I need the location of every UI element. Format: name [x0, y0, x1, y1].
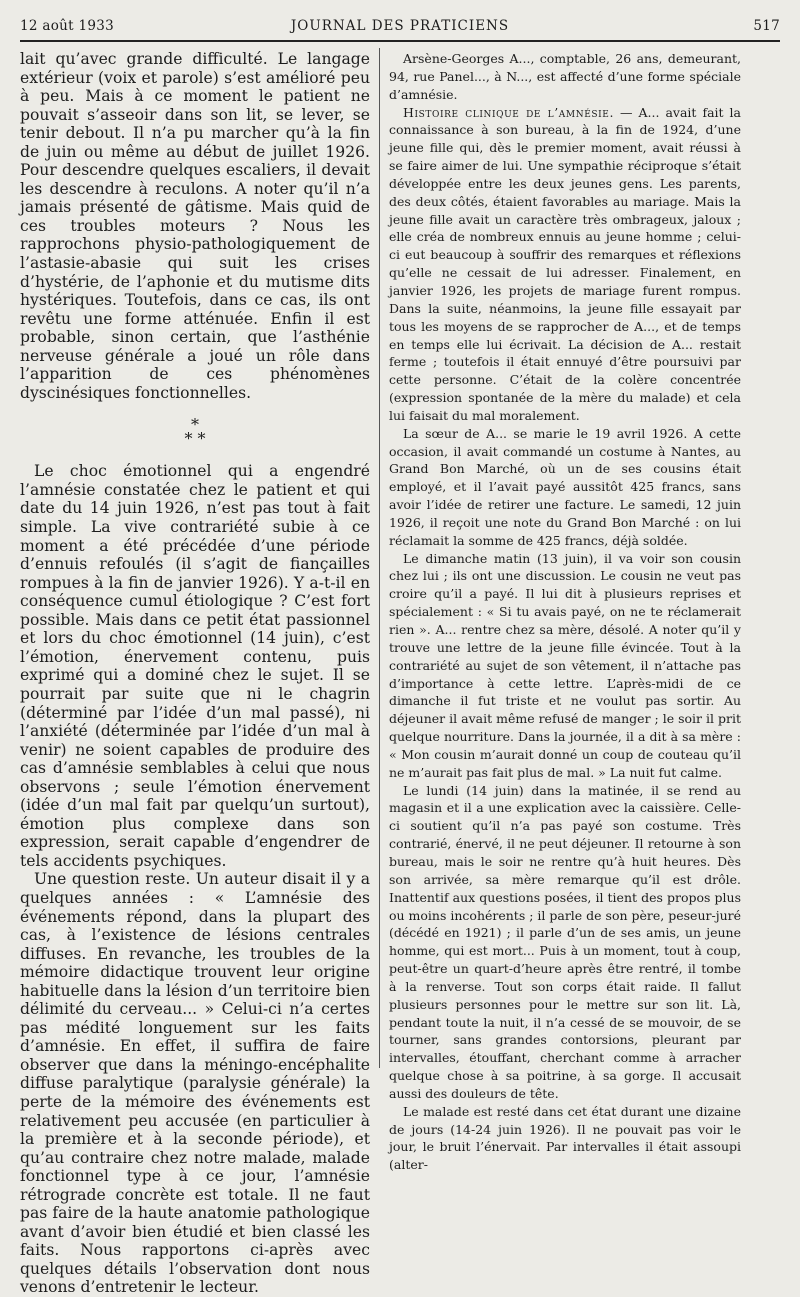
page-number: 517 [753, 18, 780, 34]
paragraph: Le choc émotionnel qui a engendré l’amnésie constatée chez le patient et qui date du 14 juin 1926, n’est pas tout à fait simple. La vive contrariété subie à ce moment a été précédée d’une période d’ennuis refoulés (il s’agit de fiançailles rompues à la fin de janvier 1926). Y a-t-il en conséquence cumul étiologique ? C’est fort possible. Mais dans ce petit état passionnel et lors du choc émotionnel (14 juin), c’est l’émotion, énervement contenu, puis exprimé qui a dominé chez le sujet. Il se pourrait par suite que ni le chagrin (déterminé par l’idée d’un mal passé), ni l’anxiété (déterminée par l’idée d’un mal à venir) ne soient capables de produire des cas d’amnésie semblables à celui que nous observons ; seule l’émotion énervement (idée d’un mal fait par quelqu’un surtout), émotion plus complexe dans son expression, serait capable d’engendrer de tels accidents psychiques. [20, 462, 370, 870]
asterism-bottom: * * [184, 429, 206, 449]
paragraph: Arsène-Georges A..., comptable, 26 ans, demeurant, 94, rue Panel..., à N..., est affecté d’une forme spéciale d’amnésie. [389, 51, 741, 102]
paragraph: Le dimanche matin (13 juin), il va voir son cousin chez lui ; ils ont une discussion. Le cousin ne veut pas croire qu’il a payé. Il lui dit à plusieurs reprises et spécialement : « Si tu avais payé, on ne te réclamerait rien ». A... rentre chez sa mère, désolé. A noter qu’il y trouve une lettre de la jeune fille évincée. Tout à la contrariété au sujet de son vêtement, il n’attache pas d’importance à cette lettre. L’après-midi de ce dimanche il fut triste et ne voulut pas sortir. Au déjeuner il avait même refusé de manger ; le soir il prit quelque nourriture. Dans la journée, il a dit à sa mère : « Mon cousin m’aurait donné un coup de couteau qu’il ne m’aurait pas fait plus de mal. » La nuit fut calme. [389, 550, 741, 780]
paragraph-clinical-history [389, 104, 741, 425]
section-separator-asterism [20, 415, 370, 449]
section-heading: Histoire clinique de l’amnésie. [403, 104, 615, 120]
paragraph: Le malade est resté dans cet état durant une dizaine de jours (14-24 juin 1926). Il ne pouvait pas voir le jour, le bruit l’énervait. Par intervalles il était assoupi (alter- [389, 1103, 741, 1173]
paragraph: Une question reste. Un auteur disait il y a quelques années : « L’amnésie des événements répond, dans la plupart des cas, à l’existence de lésions centrales diffuses. En revanche, les troubles de la mémoire didactique trouvent leur origine habituelle dans la lésion d’un territoire bien délimité du cerveau... » Celui-ci n’a certes pas médité longuement sur les faits d’amnésie. En effet, il suffira de faire observer que dans la méningo-encéphalite diffuse paralytique (paralysie générale) la perte de la mémoire des événements est relativement peu accusée (en particulier à la première et à la seconde période), et qu’au contraire chez notre malade, malade fonctionnel type à ce jour, l’amnésie rétrograde concrète est totale. Il ne faut pas faire de la haute anatomie pathologique avant d’avoir bien étudié et bien classé les faits. Nous rapportons ci-après avec quelques détails l’observation dont nous venons d’entretenir le lecteur. [20, 870, 370, 1297]
paragraph: Le lundi (14 juin) dans la matinée, il se rend au magasin et il a une explication avec la caissière. Celle-ci soutient qu’il n’a pas payé son costume. Très contrarié, énervé, il ne peut déjeuner. Il retourne à son bureau, mais le soir ne rentre qu’à huit heures. Dès son arrivée, sa mère remarque qu’il est drôle. Inattentif aux questions posées, il tient des propos plus ou moins incohérents ; il parle de son père, peseur-juré (décédé en 1921) ; il parle d’un de ses amis, un jeune homme, qui est mort... Puis à un moment, tout à coup, peut-être un quart-d’heure après être rentré, il tombe à la renverse. Tout son corps était raide. Il fallut plusieurs personnes pour le mettre sur son lit. Là, pendant toute la nuit, il n’a cessé de se mouvoir, de se tourner, sans grandes contorsions, pleurant par intervalles, étouffant, cherchant comme à arracher quelque chose à sa poitrine, à sa gorge. Il accusait aussi des douleurs de tête. [389, 782, 741, 1101]
paragraph: lait qu’avec grande difficulté. Le langage extérieur (voix et parole) s’est amélioré peu à peu. Mais à ce moment le patient ne pouvait s’asseoir dans son lit, se lever, se tenir debout. Il n’a pu marcher qu’à la fin de juin ou même au début de juillet 1926. Pour descendre quelques escaliers, il devait les descendre à reculons. A noter qu’il n’a jamais présenté de gâtisme. Mais quid de ces troubles moteurs ? Nous les rapprochons physio-pathologiquement de l’astasie-abasie qui suit les crises d’hystérie, de l’aphonie et du mutisme dits hystériques. Toutefois, dans ce cas, ils ont revêtu une forme atténuée. Enfin il est probable, sinon certain, que l’asthénie nerveuse générale a joué un rôle dans l’apparition de ces phénomènes dyscinésiques fonctionnelles. [20, 50, 370, 402]
asterism-top: * [191, 415, 199, 435]
journal-title: JOURNAL DES PRATICIENS [290, 18, 510, 34]
paragraph-body: — A... avait fait la connaissance à son bureau, à la fin de 1924, d’une jeune fille qui, dès le premier moment, avait réussi à se faire aimer de lui. Une sympathie réciproque s’était développée entre les deux jeunes gens. Les parents, des deux côtés, étaient favorables au mariage. Mais la jeune fille avait un caractère très ombrageux, jaloux ; elle créa de nombreux ennuis au jeune homme ; celui-ci eut beaucoup à souffrir des remarques et réflexions qu’elle ne cessait de lui adresser. Finalement, en janvier 1926, les projets de mariage furent rompus. Dans la suite, néanmoins, la jeune fille essayait par tous les moyens de se rapprocher de A..., et de temps en temps elle lui écrivait. La décision de A... restait ferme ; toutefois il était ennuyé d’être poursuivi par cette personne. C’était de la colère concentrée (expression spontanée de la mère du malade) et cela lui faisait du mal moralement. [389, 104, 741, 423]
column-divider [379, 48, 380, 1068]
right-column [389, 50, 741, 1174]
paragraph: La sœur de A... se marie le 19 avril 1926. A cette occasion, il avait commandé un costume à Nantes, au Grand Bon Marché, où un de ses cousins était employé, et il l’avait payé aussitôt 425 francs, sans avoir l’idée de retirer une facture. Le samedi, 12 juin 1926, il reçoit une note du Grand Bon Marché : on lui réclamait la somme de 425 francs, déjà soldée. [389, 425, 741, 548]
page-header [20, 16, 780, 40]
left-column [20, 50, 370, 1297]
issue-date: 12 août 1933 [20, 18, 115, 34]
header-rule [20, 40, 780, 42]
